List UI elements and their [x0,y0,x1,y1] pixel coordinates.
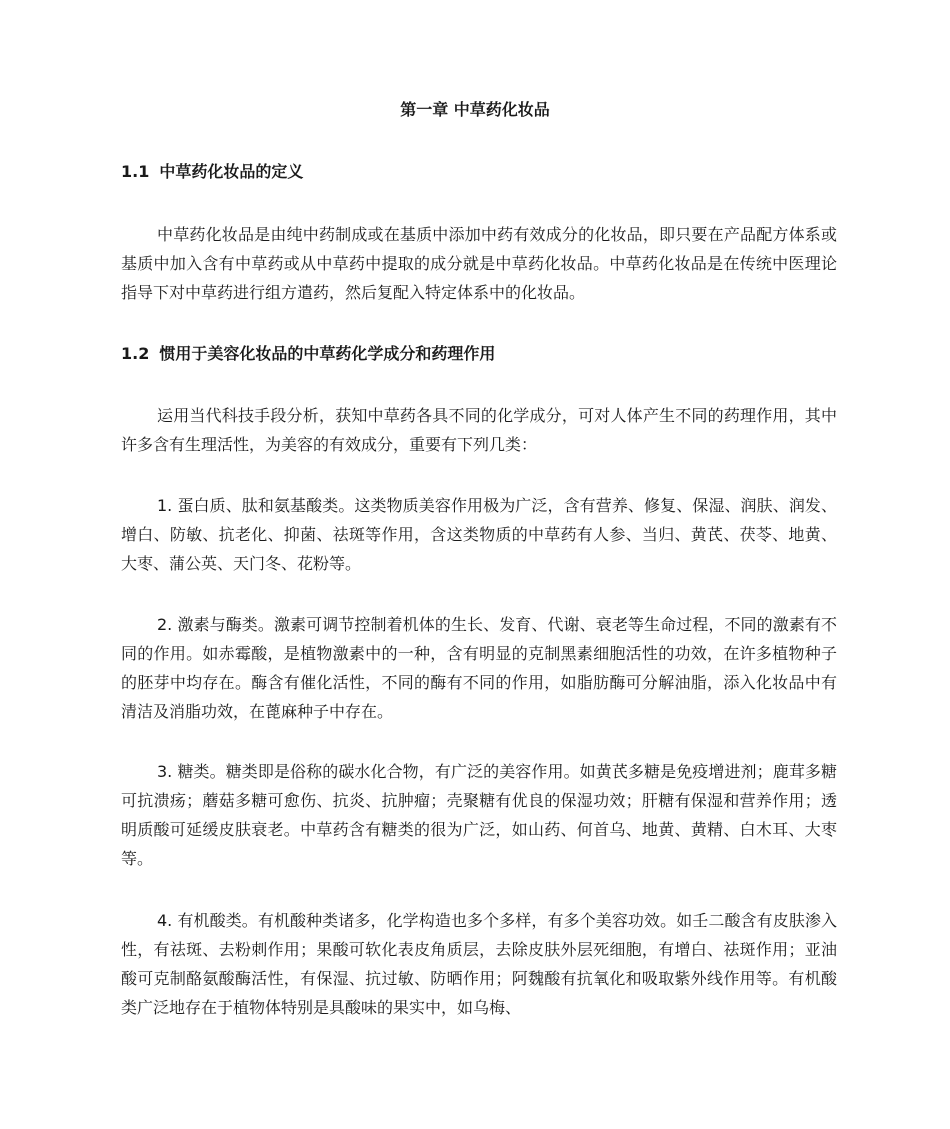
section-title: 惯用于美容化妆品的中草药化学成分和药理作用 [159,344,496,363]
paragraph-item-4: 4. 有机酸类。有机酸种类诸多，化学构造也多个多样，有多个美容功效。如壬二酸含有皮肤渗入性，有祛斑、去粉刺作用；果酸可软化表皮角质层，去除皮肤外层死细胞，有增白、祛斑作用；亚油酸可克制酪氨酸酶活性，有保湿、抗过敏、防晒作用；阿魏酸有抗氧化和吸取紫外线作用等。有机酸类广泛地存在于植物体特别是具酸味的果实中，如乌梅、 [121,911,837,1017]
section-heading-1-2 [121,342,495,366]
paragraph-item-2: 2. 激素与酶类。激素可调节控制着机体的生长、发育、代谢、衰老等生命过程，不同的激素有不同的作用。如赤霉酸，是植物激素中的一种，含有明显的克制黑素细胞活性的功效，在许多植物种子的胚芽中均存在。酶含有催化活性，不同的酶有不同的作用，如脂肪酶可分解油脂，添入化妆品中有清洁及消脂功效，在蓖麻种子中存在。 [121,615,837,721]
chapter-title: 第一章 中草药化妆品 [400,100,550,119]
section-heading-1-1 [121,160,303,184]
paragraph-intro: 运用当代科技手段分析，获知中草药各具不同的化学成分，可对人体产生不同的药理作用，其中许多含有生理活性，为美容的有效成分，重要有下列几类： [121,406,837,454]
paragraph-item-1: 1. 蛋白质、肽和氨基酸类。这类物质美容作用极为广泛，含有营养、修复、保湿、润肤、润发、增白、防敏、抗老化、抑菌、祛斑等作用，含这类物质的中草药有人参、当归、黄芪、茯苓、地黄、大枣、蒲公英、天门冬、花粉等。 [121,496,837,573]
section-number: 1.1 [121,162,150,181]
section-number: 1.2 [121,344,150,363]
paragraph-item-3: 3. 糖类。糖类即是俗称的碳水化合物，有广泛的美容作用。如黄芪多糖是免疫增进剂；鹿茸多糖可抗溃疡；蘑菇多糖可愈伤、抗炎、抗肿瘤；壳聚糖有优良的保湿功效；肝糖有保湿和营养作用；透明质酸可延缓皮肤衰老。中草药含有糖类的很为广泛，如山药、何首乌、地黄、黄精、白木耳、大枣等。 [121,762,837,868]
paragraph-definition: 中草药化妆品是由纯中药制成或在基质中添加中药有效成分的化妆品，即只要在产品配方体系或基质中加入含有中草药或从中草药中提取的成分就是中草药化妆品。中草药化妆品是在传统中医理论指导下对中草药进行组方遣药，然后复配入特定体系中的化妆品。 [121,225,837,302]
section-title: 中草药化妆品的定义 [159,162,304,181]
